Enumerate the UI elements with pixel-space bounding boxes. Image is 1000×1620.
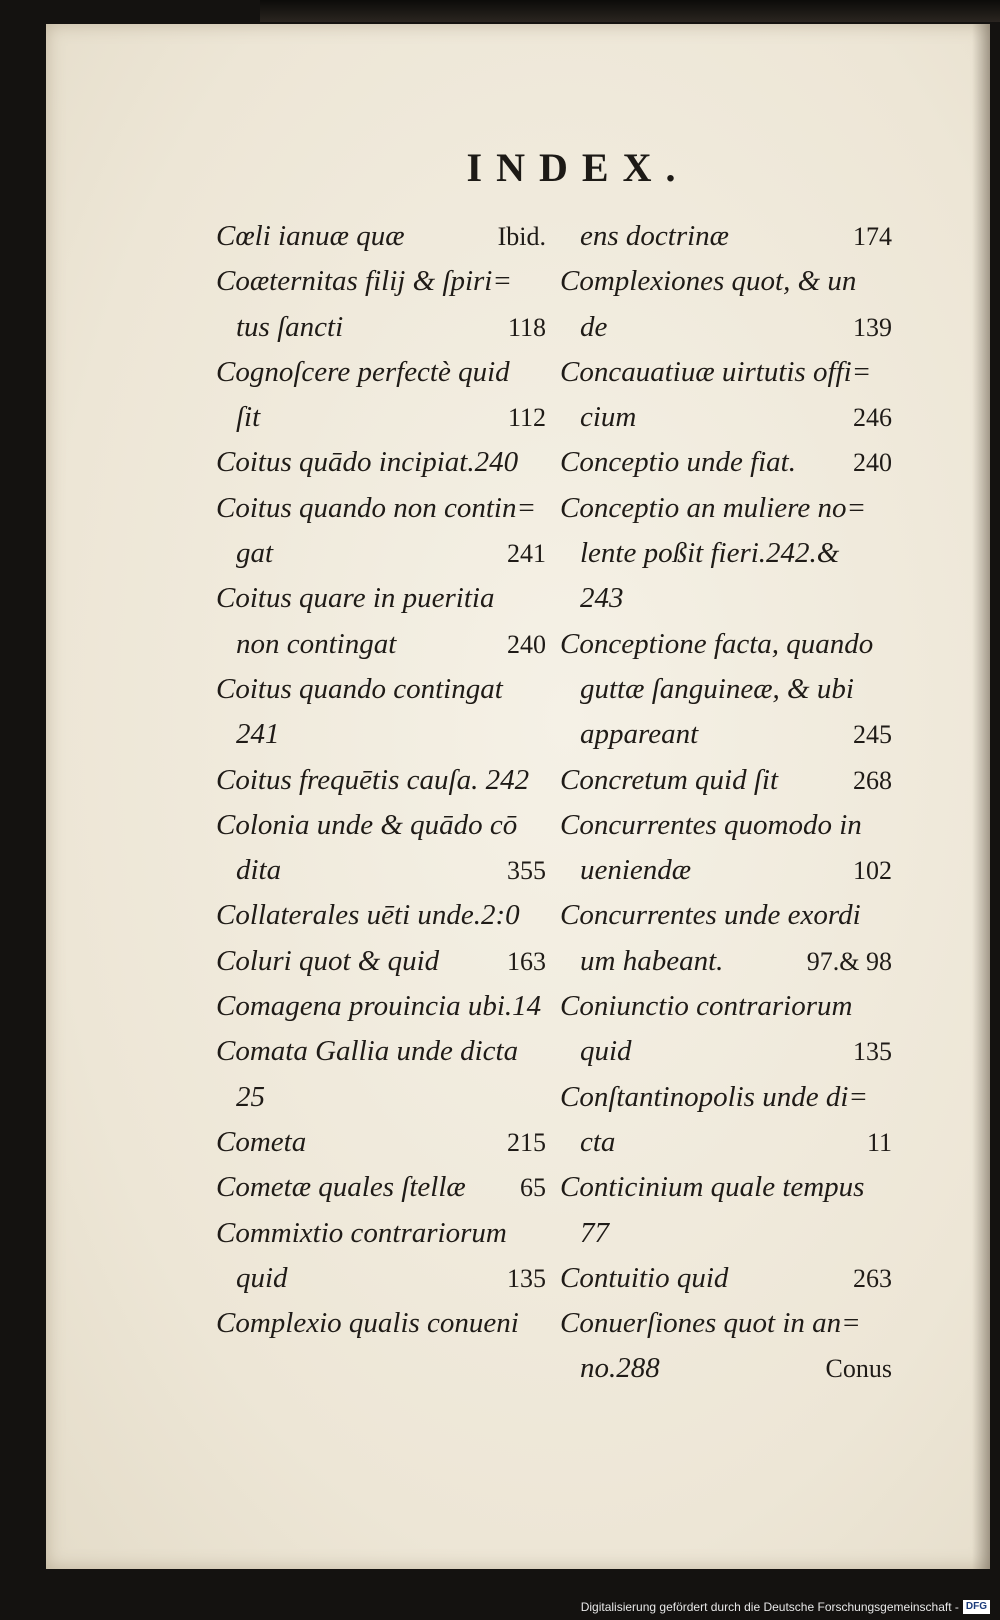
index-entry-text: Coæternitas filij & ſpiri= bbox=[216, 265, 512, 298]
index-entry-line bbox=[216, 1211, 546, 1256]
index-entry-page-number bbox=[540, 803, 546, 848]
index-entry-page-number: 240 bbox=[853, 448, 892, 478]
index-entry-text: Coitus quando contingat bbox=[216, 672, 503, 705]
index-entry-page-number bbox=[540, 486, 546, 531]
index-entry-text: lente poßit fieri.242.& bbox=[580, 537, 840, 570]
index-entry-line bbox=[216, 1301, 546, 1346]
index-entry-text: 243 bbox=[580, 582, 624, 615]
index-entry-page-number: 11 bbox=[866, 1127, 892, 1157]
index-entry-line bbox=[216, 667, 546, 712]
index-entry-page-number: 135 bbox=[853, 1037, 892, 1067]
index-entry-page-number: 139 bbox=[853, 312, 892, 342]
index-entry-page-number bbox=[540, 667, 546, 712]
index-entry-page-number: 118 bbox=[507, 312, 546, 342]
index-entry-text: Concurrentes quomodo in bbox=[560, 808, 862, 841]
index-entry-text: Colonia unde & quādo cō bbox=[216, 808, 518, 841]
index-entry-line bbox=[560, 803, 892, 848]
index-entry-page-number: Ibid. bbox=[497, 222, 546, 251]
index-entry-text: Coitus quando non contin= bbox=[216, 491, 537, 524]
index-entry-page-number bbox=[540, 1075, 546, 1120]
index-entry-page-number bbox=[540, 1029, 546, 1074]
index-entry-line bbox=[216, 984, 546, 1029]
index-entry-line bbox=[216, 712, 546, 757]
index-entry-text: um habeant. bbox=[580, 944, 724, 977]
index-entry-page-number: 240 bbox=[507, 629, 546, 659]
index-entry-text: 77 bbox=[580, 1216, 609, 1249]
index-entry-text: de bbox=[580, 310, 608, 343]
index-entry-page-number: 174 bbox=[853, 222, 892, 251]
index-entry-text: Collaterales uēti unde.2:0 bbox=[216, 899, 520, 932]
index-entry-text: quid bbox=[580, 1035, 632, 1068]
index-entry-line bbox=[216, 622, 546, 667]
credit-text: Digitalisierung gefördert durch die Deutsche Forschungsgemeinschaft - bbox=[580, 1600, 959, 1614]
index-entry-page-number bbox=[540, 576, 546, 621]
index-entry-line bbox=[560, 848, 892, 893]
index-entry-text: Conuerſiones quot in an= bbox=[560, 1307, 861, 1340]
digitization-credit bbox=[581, 1598, 990, 1616]
index-entry-line bbox=[560, 1120, 892, 1165]
index-entry-line bbox=[560, 305, 892, 350]
index-entry-line bbox=[216, 939, 546, 984]
index-entry-page-number bbox=[886, 1301, 892, 1346]
index-entry-line bbox=[560, 1029, 892, 1074]
index-entry-line bbox=[560, 1301, 892, 1346]
index-entry-line bbox=[216, 531, 546, 576]
index-entry-page-number bbox=[540, 758, 546, 803]
index-entry-page-number: 245 bbox=[853, 720, 892, 750]
index-entry-text: Complexio qualis conueni bbox=[216, 1307, 519, 1340]
index-entry-text: Complexiones quot, & un bbox=[560, 265, 857, 298]
index-entry-page-number bbox=[886, 1211, 892, 1256]
index-entry-text: cta bbox=[580, 1125, 616, 1158]
index-entry-page-number bbox=[886, 1165, 892, 1210]
index-entry-line bbox=[560, 395, 892, 440]
index-entry-page-number: 263 bbox=[853, 1263, 892, 1293]
index-entry-text: Coitus frequētis cauſa. 242 bbox=[216, 763, 530, 796]
index-entry-text: Concauatiuæ uirtutis offi= bbox=[560, 355, 872, 388]
index-entry-page-number bbox=[540, 259, 546, 304]
index-entry-page-number bbox=[886, 259, 892, 304]
index-entry-line bbox=[560, 622, 892, 667]
index-entry-line bbox=[216, 440, 546, 485]
index-entry-page-number bbox=[886, 667, 892, 712]
index-entry-line bbox=[560, 531, 892, 576]
index-entry-text: Cometæ quales ſtellæ bbox=[216, 1171, 466, 1204]
index-entry-page-number: 215 bbox=[507, 1127, 546, 1157]
index-entry-text: no.288 bbox=[580, 1352, 660, 1385]
index-entry-page-number: 246 bbox=[853, 403, 892, 433]
index-entry-text: Conſtantinopolis unde di= bbox=[560, 1080, 868, 1113]
index-entry-page-number: 65 bbox=[520, 1173, 546, 1203]
index-entry-page-number: 241 bbox=[507, 539, 546, 569]
index-entry-text: Coniunctio contrariorum bbox=[560, 990, 853, 1023]
index-entry-line bbox=[216, 1256, 546, 1301]
index-entry-text: Conticinium quale tempus bbox=[560, 1171, 865, 1204]
index-entry-line bbox=[560, 259, 892, 304]
index-entry-line bbox=[216, 1165, 546, 1210]
index-entry-line bbox=[560, 939, 892, 984]
index-entry-text: ens doctrinæ bbox=[580, 220, 730, 252]
index-entry-line bbox=[560, 576, 892, 621]
page-gutter-shadow bbox=[972, 24, 990, 1569]
index-entry-line bbox=[216, 893, 546, 938]
index-entry-page-number: 97.& 98 bbox=[806, 946, 892, 976]
index-entry-text: gat bbox=[236, 537, 274, 570]
index-entry-line bbox=[560, 214, 892, 259]
book-page bbox=[46, 24, 990, 1569]
running-head: INDEX. bbox=[466, 145, 690, 190]
index-entry-text: 25 bbox=[236, 1080, 265, 1113]
index-entry-text: ſit bbox=[236, 401, 261, 434]
index-entry-page-number: 135 bbox=[507, 1263, 546, 1293]
index-entry-line bbox=[216, 1075, 546, 1120]
index-entry-page-number: 112 bbox=[507, 403, 546, 433]
index-entry-text: Cometa bbox=[216, 1125, 307, 1158]
index-entry-text: dita bbox=[236, 854, 282, 887]
index-entry-text: Cognoſcere perfectè quid bbox=[216, 355, 510, 388]
index-entry-line bbox=[560, 984, 892, 1029]
index-entry-line bbox=[560, 758, 892, 803]
index-entry-line bbox=[560, 712, 892, 757]
index-entry-line bbox=[216, 395, 546, 440]
index-entry-page-number bbox=[886, 803, 892, 848]
index-entry-text: Conceptione facta, quando bbox=[560, 627, 874, 660]
index-entry-text: Coluri quot & quid bbox=[216, 944, 440, 977]
index-entry-line bbox=[560, 486, 892, 531]
index-entry-page-number bbox=[540, 440, 546, 485]
index-entry-page-number: 268 bbox=[853, 765, 892, 795]
index-entry-text: Comagena prouincia ubi.14 bbox=[216, 990, 542, 1023]
index-column-left bbox=[216, 214, 546, 1346]
index-entry-page-number bbox=[540, 1211, 546, 1256]
index-entry-page-number bbox=[540, 712, 546, 757]
index-entry-line bbox=[216, 259, 546, 304]
index-entry-page-number bbox=[541, 984, 546, 1029]
index-entry-page-number bbox=[886, 350, 892, 395]
index-entry-text: Contuitio quid bbox=[560, 1261, 729, 1294]
index-entry-page-number bbox=[886, 622, 892, 667]
index-entry-page-number bbox=[886, 531, 892, 576]
index-entry-line bbox=[560, 893, 892, 938]
index-entry-page-number: 102 bbox=[853, 856, 892, 886]
index-entry-page-number bbox=[886, 486, 892, 531]
index-entry-text: tus ſancti bbox=[236, 310, 344, 343]
index-entry-text: 241 bbox=[236, 718, 280, 751]
index-entry-line bbox=[216, 848, 546, 893]
index-entry-line bbox=[560, 1346, 892, 1391]
index-column-right bbox=[560, 214, 892, 1392]
index-entry-text: quid bbox=[236, 1261, 288, 1294]
dfg-logo: DFG bbox=[963, 1600, 990, 1614]
index-entry-line bbox=[216, 576, 546, 621]
index-entry-page-number: 163 bbox=[507, 946, 546, 976]
index-entry-text: cium bbox=[580, 401, 637, 434]
index-entry-page-number bbox=[886, 576, 892, 621]
index-entry-text: Coitus quare in pueritia bbox=[216, 582, 495, 615]
index-entry-text: non contingat bbox=[236, 627, 397, 660]
index-entry-line bbox=[560, 1211, 892, 1256]
index-entry-line bbox=[216, 486, 546, 531]
index-entry-line bbox=[216, 1029, 546, 1074]
index-entry-line bbox=[216, 758, 546, 803]
index-entry-page-number bbox=[540, 893, 546, 938]
index-entry-text: appareant bbox=[580, 718, 699, 751]
index-entry-line bbox=[216, 803, 546, 848]
index-entry-text: Conceptio an muliere no= bbox=[560, 491, 867, 524]
index-entry-page-number bbox=[886, 893, 892, 938]
index-entry-text: Concretum quid ſit bbox=[560, 763, 779, 796]
index-entry-page-number bbox=[886, 984, 892, 1029]
index-entry-line bbox=[216, 214, 546, 259]
index-entry-line bbox=[560, 440, 892, 485]
index-entry-line bbox=[560, 350, 892, 395]
index-entry-page-number bbox=[886, 1075, 892, 1120]
index-entry-page-number bbox=[540, 350, 546, 395]
book-top-edge bbox=[260, 0, 1000, 22]
index-entry-line bbox=[216, 305, 546, 350]
index-entry-line bbox=[560, 1075, 892, 1120]
index-entry-line bbox=[560, 667, 892, 712]
index-entry-page-number bbox=[540, 1301, 546, 1346]
index-entry-text: guttæ ſanguineæ, & ubi bbox=[580, 672, 854, 705]
index-entry-page-number: Conus bbox=[825, 1354, 892, 1384]
index-entry-text: Commixtio contrariorum bbox=[216, 1216, 507, 1249]
index-entry-text: Conceptio unde fiat. bbox=[560, 446, 796, 479]
index-entry-line bbox=[216, 1120, 546, 1165]
index-entry-text: Coitus quādo incipiat.240 bbox=[216, 446, 519, 479]
index-entry-page-number: 355 bbox=[507, 856, 546, 886]
index-entry-line bbox=[216, 350, 546, 395]
index-entry-text: ueniendæ bbox=[580, 854, 692, 887]
index-entry-line bbox=[560, 1165, 892, 1210]
index-entry-text: Comata Gallia unde dicta bbox=[216, 1035, 519, 1068]
index-entry-text: Concurrentes unde exordi bbox=[560, 899, 861, 932]
index-entry-line bbox=[560, 1256, 892, 1301]
index-entry-text: Cœli ianuæ quæ bbox=[216, 220, 405, 252]
